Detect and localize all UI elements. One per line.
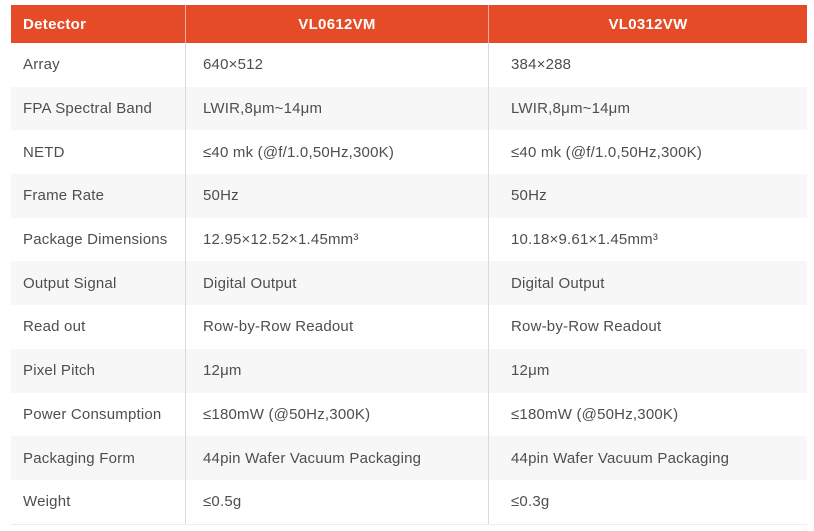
row-value-model-2: 10.18×9.61×1.45mm³ [488,218,807,262]
row-value-model-2: ≤40 mk (@f/1.0,50Hz,300K) [488,130,807,174]
row-value-model-2: 12μm [488,349,807,393]
row-label: Output Signal [23,274,117,292]
row-value-model-2: LWIR,8μm~14μm [488,87,807,131]
row-value-model-1: Digital Output [185,261,488,305]
row-value-model-2: Digital Output [488,261,807,305]
row-label: Read out [23,318,86,336]
header-cell-model-vl0612vm: VL0612VM [185,5,488,43]
row-label: Pixel Pitch [23,362,96,380]
row-value-model-1: 12.95×12.52×1.45mm³ [185,218,488,262]
row-value-model-1: 44pin Wafer Vacuum Packaging [185,436,488,480]
row-value-model-1: 640×512 [185,43,488,87]
header-cell-detector: Detector [23,15,87,33]
table-header-row [11,5,807,43]
row-label: Frame Rate [23,187,105,205]
row-label: Package Dimensions [23,231,168,249]
table-row-frame-rate [11,174,807,218]
row-label: NETD [23,143,65,161]
table-row-output-signal [11,261,807,305]
row-value-model-1: ≤40 mk (@f/1.0,50Hz,300K) [185,130,488,174]
table-row-fpa-spectral-band [11,87,807,131]
row-label: Power Consumption [23,405,162,423]
header-cell-model-vl0312vw: VL0312VW [488,5,807,43]
row-value-model-2: 44pin Wafer Vacuum Packaging [488,436,807,480]
table-row-packaging-form [11,436,807,480]
table-row-array [11,43,807,87]
detector-spec-table [11,5,807,525]
table-row-package-dimensions [11,218,807,262]
table-row-netd [11,130,807,174]
row-value-model-2: ≤180mW (@50Hz,300K) [488,393,807,437]
table-row-pixel-pitch [11,349,807,393]
row-label: Weight [23,493,71,511]
row-value-model-2: 384×288 [488,43,807,87]
row-value-model-1: 50Hz [185,174,488,218]
row-label: Packaging Form [23,449,136,467]
table-row-weight [11,480,807,524]
row-label: Array [23,56,60,74]
row-value-model-1: 12μm [185,349,488,393]
row-value-model-2: 50Hz [488,174,807,218]
table-row-read-out [11,305,807,349]
row-label: FPA Spectral Band [23,100,153,118]
row-value-model-1: ≤0.5g [185,480,488,524]
row-value-model-2: ≤0.3g [488,480,807,524]
row-value-model-1: ≤180mW (@50Hz,300K) [185,393,488,437]
table-row-power-consumption [11,393,807,437]
row-value-model-1: LWIR,8μm~14μm [185,87,488,131]
row-value-model-1: Row-by-Row Readout [185,305,488,349]
row-value-model-2: Row-by-Row Readout [488,305,807,349]
